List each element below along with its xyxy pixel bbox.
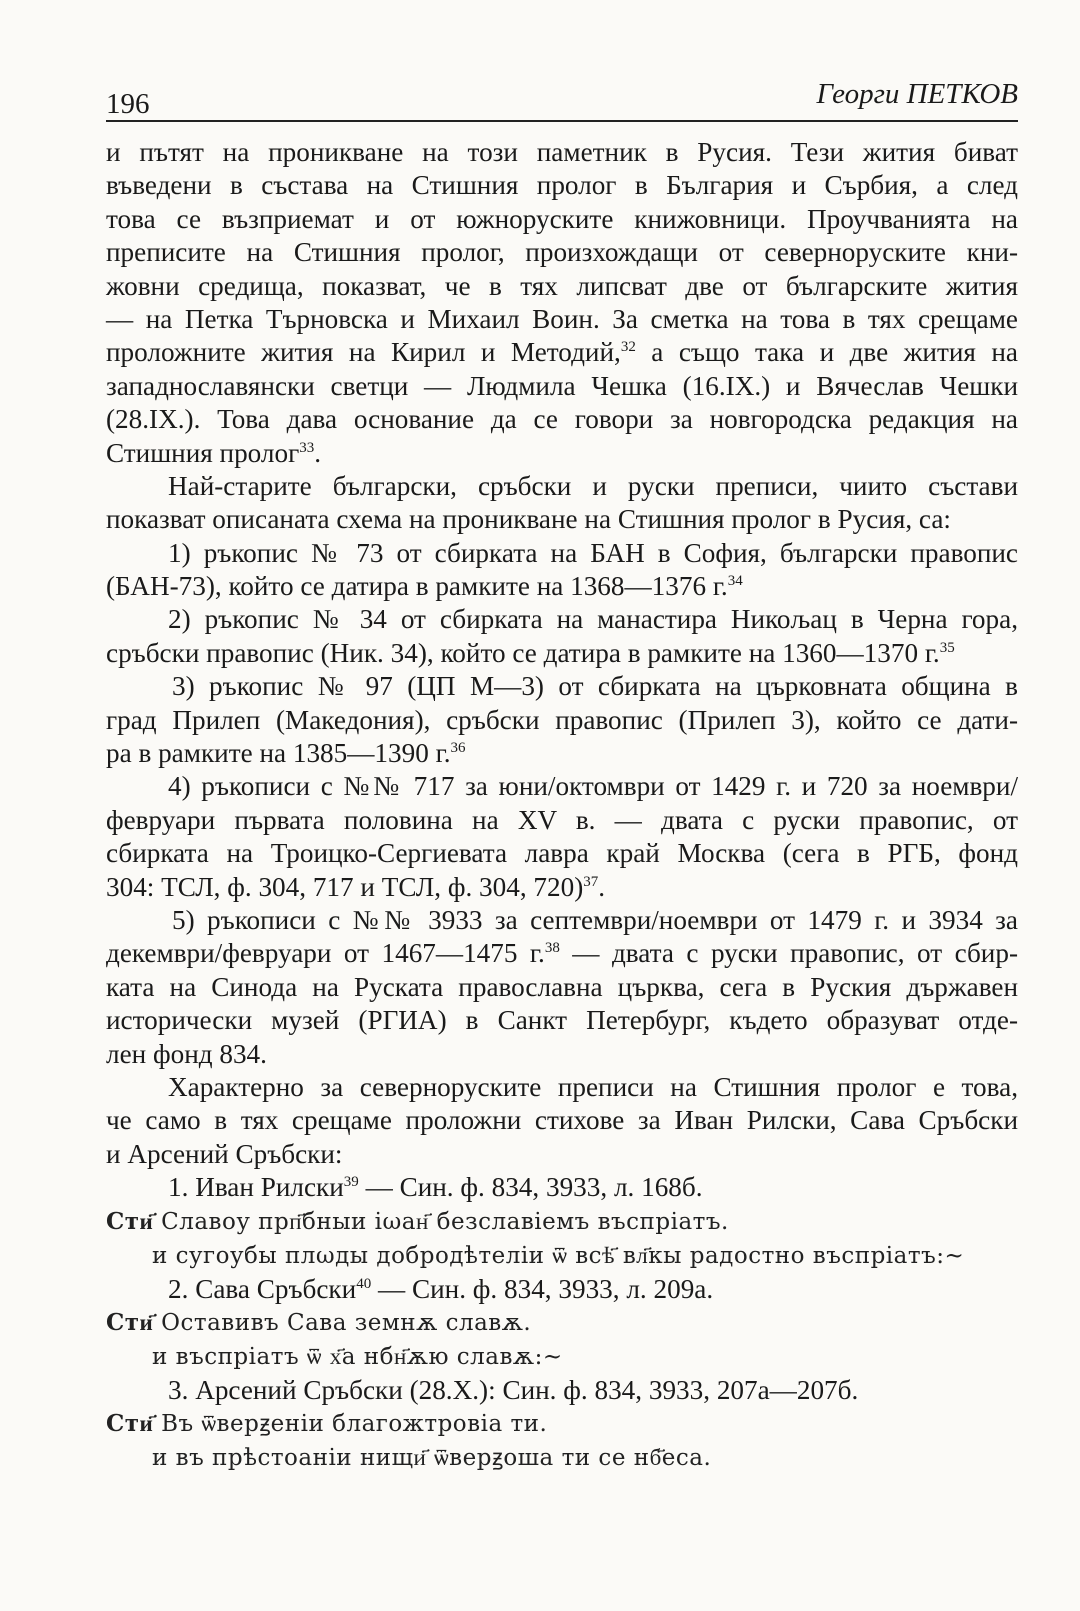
text-line: 3) ръкопис № 97 (ЦП М—3) от сбирката на църковната община в	[172, 671, 1018, 702]
text-span: Въ ѿверꙃенiи благожтровiа ти.	[153, 1411, 548, 1438]
text-line	[106, 871, 1018, 904]
text-line: това се възприемат и от южноруските книжовници. Проучванията на	[106, 203, 1018, 234]
text-line: лен фонд 834.	[106, 1038, 267, 1069]
text-span: проложните жития на Кирил и Методий,	[106, 337, 621, 368]
slavonic-verse-line: и сугоубы плωды добродѣтелiи ѿ всѣ҃ вл҃кы радостно въспрiатъ:~	[152, 1242, 965, 1269]
text-span: сръбски правопис (Ник. 34), който се датира в рамките на 1360—1370 г.	[106, 637, 940, 668]
slavonic-verse-line: и въспрiатъ ѿ х҃а нбн҃ѫю славѫ:~	[152, 1343, 563, 1370]
text-line	[106, 336, 1018, 369]
text-line: февруари първата половина на XV в. — двата с руски правопис, от	[106, 804, 1018, 835]
verse-label: 3. Арсений Сръбски (28.X.): Син. ф. 834, 3933, 207а—207б.	[168, 1374, 859, 1405]
slavonic-verse-line	[106, 1205, 1018, 1239]
text-line	[106, 737, 1018, 770]
verse-marker: Сти҃	[106, 1410, 154, 1438]
text-span: декември/февруари от 1467—1475 г.	[106, 938, 545, 969]
text-line	[106, 437, 1018, 470]
text-line: 2) ръкопис № 34 от сбирката на манастира Никољац в Черна гора,	[168, 604, 1018, 635]
text-span: .	[314, 437, 322, 468]
text-line: град Прилеп (Македония), сръбски правопис (Прилеп 3), който се дати-	[106, 704, 1018, 735]
text-line: 1) ръкопис № 73 от сбирката на БАН в София, български правопис	[168, 537, 1018, 568]
text-line: че само в тях срещаме проложни стихове за Иван Рилски, Сава Сръбски	[106, 1105, 1018, 1136]
page-number: 196	[106, 88, 150, 120]
text-line: ката на Синода на Руската православна църква, сега в Руския държавен	[106, 971, 1018, 1002]
page-header	[106, 74, 1018, 124]
footnote-ref: 37	[583, 873, 599, 890]
text-line: сбирката на Троицко-Сергиевата лавра край Москва (сега в РГБ, фонд	[106, 838, 1018, 869]
text-span: Оставивъ Сава земнѫ славѫ.	[153, 1309, 532, 1336]
text-line	[106, 570, 1018, 603]
footnote-ref: 34	[727, 573, 743, 590]
footnote-ref: 32	[620, 339, 636, 356]
body-text	[106, 136, 1018, 1475]
running-head-author: Георги ПЕТКОВ	[816, 78, 1018, 110]
text-span: 1. Иван Рилски	[168, 1172, 344, 1203]
text-line: западнославянски светци — Людмила Чешка (16.IX.) и Вячеслав Чешки	[106, 370, 1018, 401]
text-line: и Арсений Сръбски:	[106, 1138, 343, 1169]
text-span: Стишния пролог	[106, 437, 300, 468]
text-line: 5) ръкописи с №№ 3933 за септември/ноември от 1479 г. и 3934 за	[172, 904, 1018, 935]
text-span: — Син. ф. 834, 3933, л. 168б.	[358, 1172, 703, 1203]
text-line: показват описаната схема на проникване на Стишния пролог в Русия, са:	[106, 504, 951, 535]
text-span: — Син. ф. 834, 3933, л. 209а.	[371, 1273, 714, 1304]
text-line: исторически музей (РГИА) в Санкт Петербург, където образуват отде-	[106, 1005, 1018, 1036]
text-line: 4) ръкописи с №№ 717 за юни/октомври от 1429 г. и 720 за ноември/	[168, 771, 1018, 802]
slavonic-verse-line	[106, 1407, 1018, 1441]
footnote-ref: 39	[343, 1174, 359, 1191]
text-span: Славоу прп҃бныи iωан҃ безславiемъ въспрiатъ.	[153, 1208, 729, 1235]
text-line: и пътят на проникване на този паметник в Русия. Тези жития биват	[106, 137, 1018, 167]
text-line: преписите на Стишния пролог, произхождащи от севернoруските кни-	[106, 237, 1018, 268]
text-span: — двата с руски правопис, от сбир-	[559, 938, 1018, 969]
text-line: въведени в състава на Стишния пролог в България и Сърбия, а след	[106, 170, 1018, 201]
text-line: Характерно за севернoруските преписи на Стишния пролог е това,	[168, 1071, 1018, 1102]
verse-marker: Сти҃	[106, 1207, 154, 1235]
footnote-ref: 35	[939, 639, 955, 656]
footnote-ref: 33	[299, 439, 315, 456]
text-span: 304: ТСЛ, ф. 304, 717 и ТСЛ, ф. 304, 720)	[106, 871, 584, 902]
book-page	[106, 0, 1018, 1611]
footnote-ref: 40	[356, 1275, 372, 1292]
header-rule	[106, 120, 1018, 122]
text-span: а също така и две жития на	[635, 337, 1018, 368]
footnote-ref: 36	[450, 740, 466, 757]
text-line: жовни средища, показват, че в тях липсват две от българските жития	[106, 270, 1018, 301]
verse-marker: Сти҃	[106, 1308, 154, 1336]
text-span: ра в рамките на 1385—1390 г.	[106, 738, 451, 769]
text-line: Най-старите български, сръбски и руски преписи, чиито състави	[168, 470, 1018, 501]
slavonic-verse-line: и въ прѣстоанiи нищи҃ ѿверꙃоша ти се нб҃еса.	[152, 1445, 712, 1472]
text-line: — на Петка Търновска и Михаил Воин. За сметка на това в тях срещаме	[106, 303, 1018, 334]
text-span: .	[598, 871, 606, 902]
slavonic-verse-line	[106, 1306, 1018, 1340]
text-line: (28.IX.). Това дава основание да се говори за новгородска редакция на	[106, 404, 1018, 435]
text-line	[106, 637, 1018, 670]
text-span: 2. Сава Сръбски	[168, 1273, 357, 1304]
text-span: (БАН-73), който се датира в рамките на 1368—1376 г.	[106, 571, 728, 602]
footnote-ref: 38	[544, 940, 560, 957]
verse-label	[106, 1273, 1018, 1306]
verse-label	[106, 1171, 1018, 1204]
text-line	[106, 937, 1018, 970]
